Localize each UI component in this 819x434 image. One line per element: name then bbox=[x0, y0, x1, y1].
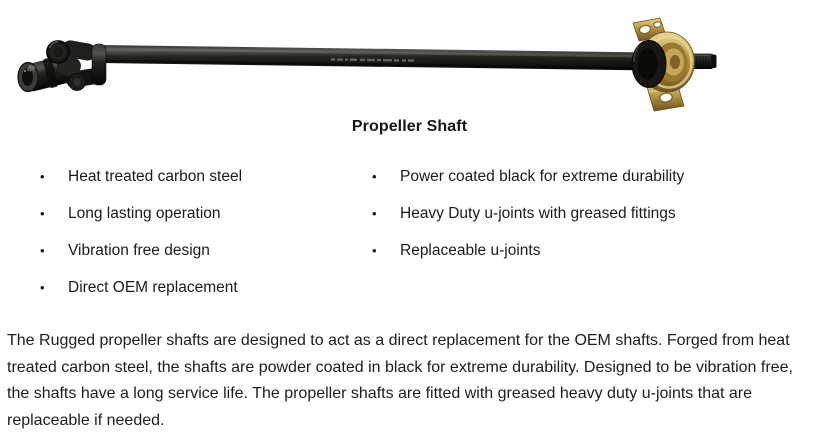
bullet-icon: • bbox=[40, 280, 45, 295]
bullet-icon: • bbox=[40, 206, 45, 221]
flange-hole bbox=[653, 21, 661, 28]
list-item bbox=[40, 203, 372, 224]
list-item bbox=[40, 166, 372, 187]
u-joint-assembly bbox=[18, 39, 101, 94]
feature-list-right bbox=[372, 166, 819, 314]
list-item bbox=[372, 166, 819, 187]
bullet-icon: • bbox=[372, 169, 377, 184]
rubber-bushing bbox=[632, 41, 666, 88]
feature-text: Direct OEM replacement bbox=[68, 279, 238, 296]
list-item bbox=[40, 240, 372, 261]
list-item bbox=[372, 203, 819, 224]
product-photo bbox=[0, 0, 819, 112]
list-item bbox=[40, 277, 372, 298]
list-item bbox=[372, 240, 819, 261]
bullet-icon: • bbox=[372, 243, 377, 258]
feature-text: Vibration free design bbox=[68, 242, 210, 259]
feature-list-left bbox=[40, 166, 372, 314]
page-title: Propeller Shaft bbox=[351, 118, 468, 135]
feature-text: Replaceable u-joints bbox=[400, 242, 541, 259]
bullet-icon: • bbox=[40, 169, 45, 184]
feature-text: Long lasting operation bbox=[68, 205, 221, 222]
feature-text: Power coated black for extreme durability bbox=[400, 168, 685, 185]
feature-lists bbox=[0, 136, 819, 314]
propeller-shaft-image bbox=[0, 0, 819, 112]
bullet-icon: • bbox=[40, 243, 45, 258]
yoke-collar bbox=[92, 44, 106, 85]
bullet-icon: • bbox=[372, 206, 377, 221]
center-bearing-assembly bbox=[632, 18, 717, 111]
feature-text: Heavy Duty u-joints with greased fittings bbox=[400, 205, 676, 222]
feature-text: Heat treated carbon steel bbox=[68, 168, 243, 185]
product-description: The Rugged propeller shafts are designed to act as a direct replacement for the OEM shafts. Forged from heat treated carbon steel, the shafts are powder coated in black for extreme durability. Designed to be vibration free, the shafts have a long service life. The propeller shafts are fitted with greased heavy duty u-joints that are replaceable if needed. bbox=[7, 332, 793, 429]
shaft-tube bbox=[100, 45, 690, 71]
